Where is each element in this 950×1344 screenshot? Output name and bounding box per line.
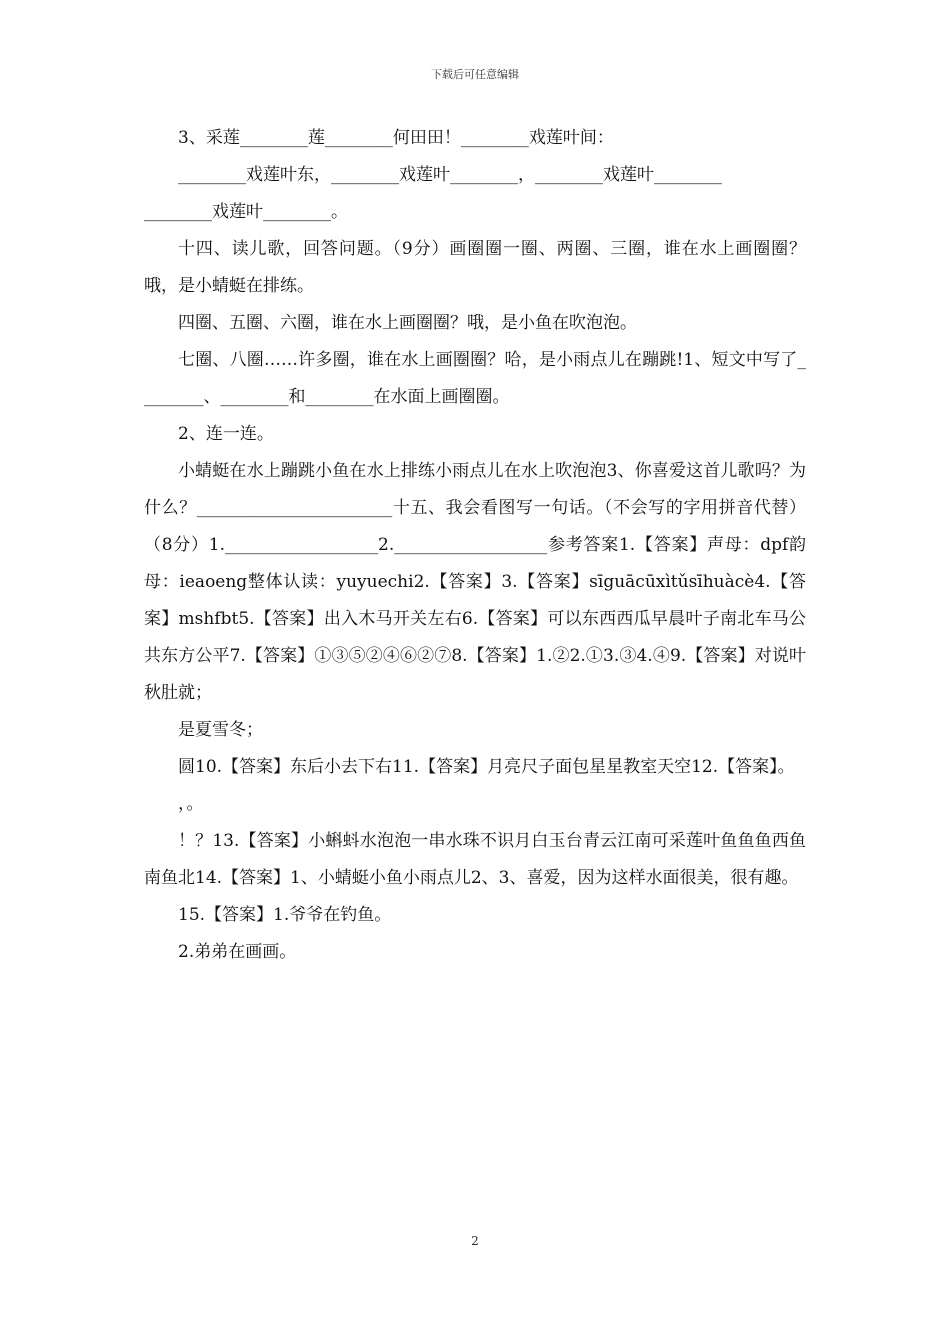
paragraph-poem-stanza-2: 四圈、五圈、六圈，谁在水上画圈圈？哦，是小鱼在吹泡泡。	[178, 313, 637, 333]
paragraph-question-14: 十四、读儿歌，回答问题。（9分）画圈圈一圈、两圈、三圈，谁在水上画圈圈？哦，是小蜻蜓在排练。	[144, 239, 806, 296]
paragraph-punctuation-1: ，。	[178, 794, 204, 814]
paragraph-answer-15-2: 2.弟弟在画画。	[178, 942, 297, 962]
page-header: 下载后可任意编辑	[431, 68, 519, 81]
paragraph-answer-15-1: 15.【答案】1.爷爷在钓鱼。	[178, 905, 392, 925]
document-body	[144, 120, 806, 971]
paragraph-poem-line-2: ________戏莲叶东，________戏莲叶________，________戏莲叶________	[178, 165, 722, 185]
paragraph-answers-13-14: ！？13.【答案】小蝌蚪水泡泡一串水珠不识月白玉台青云江南可采莲叶鱼鱼鱼西鱼南鱼北14.【答案】1、小蜻蜓小鱼小雨点儿2、3、喜爱，因为这样水面很美，很有趣。	[144, 831, 806, 888]
paragraph-answers-cont-1: 是夏雪冬；	[178, 720, 263, 740]
page-number: 2	[471, 1234, 479, 1248]
paragraph-poem-stanza-3: 七圈、八圈……许多圈，谁在水上画圈圈？哈，是小雨点儿在蹦跳!1、短文中写了________、________和________在水面上画圈圈。	[144, 350, 806, 407]
paragraph-poem-line-1: 3、采莲________莲________何田田！________戏莲叶间：	[178, 128, 614, 148]
paragraph-answers-cont-2: 圆10.【答案】东后小去下右11.【答案】月亮尺子面包星星教室天空12.【答案】。	[178, 757, 795, 777]
paragraph-connect: 2、连一连。	[178, 424, 274, 444]
paragraph-poem-line-3: ________戏莲叶________。	[144, 202, 348, 222]
paragraph-answers-main: 小蜻蜓在水上蹦跳小鱼在水上排练小雨点儿在水上吹泡泡3、你喜爱这首儿歌吗？为什么？_______________________十五、我会看图写一句话。（不会写的字用拼音代替）（8分）1.__________________2.__________________参考答案1.【答案】声母：dpf韵母：ieaoeng整体认读：yuyuechi2.【答案】3.【答案】sīguācūxìtǔsīhuàcè4.【答案】mshfbt5.【答案】出入木马开关左右6.【答案】可以东西西瓜早晨叶子南北车马公共东方公平7.【答案】①③⑤②④⑥②⑦8.【答案】1.②2.①3.③4.④9.【答案】对说叶秋肚就；	[144, 461, 806, 703]
